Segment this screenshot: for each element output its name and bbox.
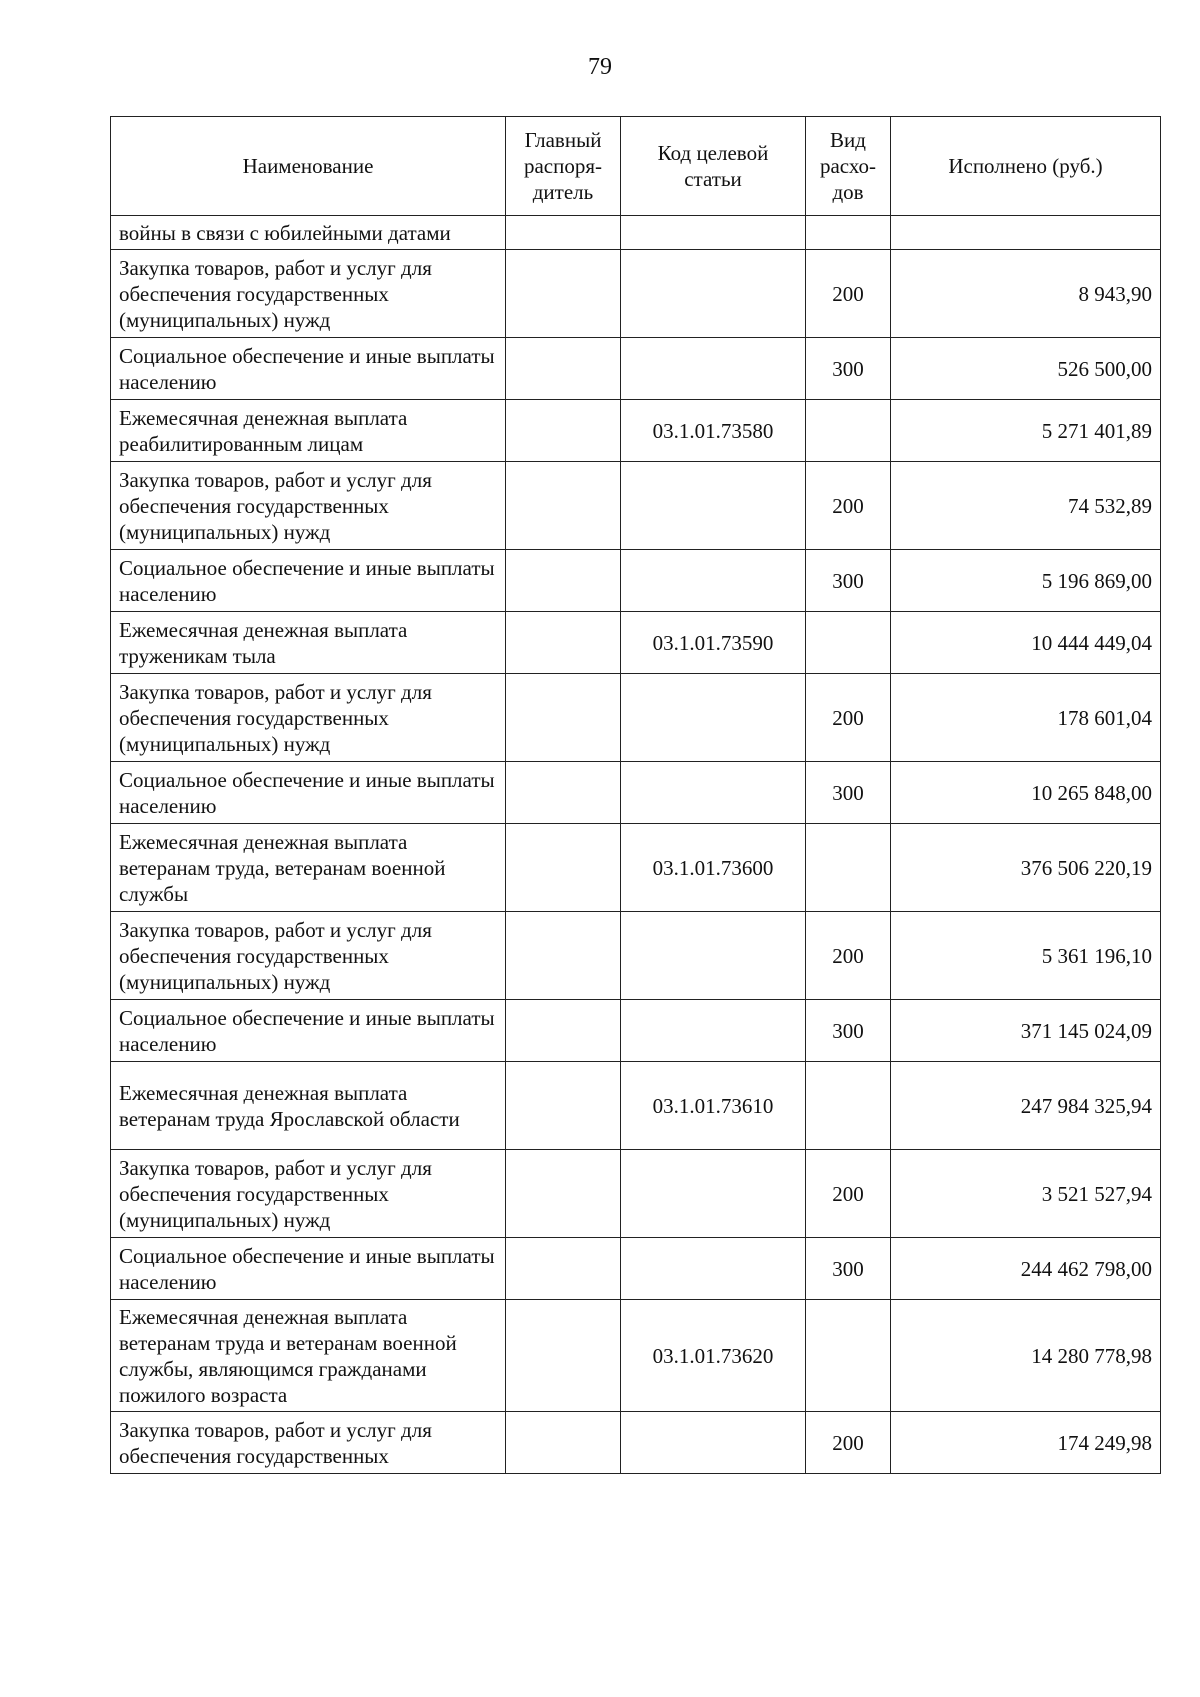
table-row bbox=[111, 1300, 1161, 1412]
cell-main-manager bbox=[506, 338, 621, 400]
cell-executed: 371 145 024,09 bbox=[891, 1000, 1161, 1062]
cell-expense-type: 300 bbox=[806, 1000, 891, 1062]
cell-target-code: 03.1.01.73620 bbox=[621, 1300, 806, 1412]
cell-name: Социальное обеспечение и иные выплаты населению bbox=[111, 762, 506, 824]
cell-name: Закупка товаров, работ и услуг для обеспечения государственных (муниципальных) нужд bbox=[111, 912, 506, 1000]
cell-target-code bbox=[621, 338, 806, 400]
table-body bbox=[111, 216, 1161, 1474]
header-name: Наименование bbox=[111, 117, 506, 216]
page-number: 79 bbox=[588, 54, 612, 80]
cell-expense-type bbox=[806, 824, 891, 912]
cell-expense-type bbox=[806, 612, 891, 674]
cell-name: Ежемесячная денежная выплата труженикам тыла bbox=[111, 612, 506, 674]
cell-main-manager bbox=[506, 1150, 621, 1238]
cell-expense-type bbox=[806, 1300, 891, 1412]
header-executed: Исполнено (руб.) bbox=[891, 117, 1161, 216]
table-row bbox=[111, 1000, 1161, 1062]
header-main-manager: Главный распоря-дитель bbox=[506, 117, 621, 216]
header-expense-type: Вид расхо-дов bbox=[806, 117, 891, 216]
cell-target-code bbox=[621, 912, 806, 1000]
cell-target-code bbox=[621, 550, 806, 612]
table-header-row bbox=[111, 117, 1161, 216]
cell-executed: 8 943,90 bbox=[891, 250, 1161, 338]
cell-executed: 526 500,00 bbox=[891, 338, 1161, 400]
cell-name: Ежемесячная денежная выплата ветеранам труда и ветеранам военной службы, являющимся гражданами пожилого возраста bbox=[111, 1300, 506, 1412]
cell-main-manager bbox=[506, 462, 621, 550]
cell-executed: 178 601,04 bbox=[891, 674, 1161, 762]
cell-expense-type: 200 bbox=[806, 912, 891, 1000]
cell-expense-type: 200 bbox=[806, 674, 891, 762]
cell-main-manager bbox=[506, 1000, 621, 1062]
cell-target-code bbox=[621, 762, 806, 824]
cell-expense-type: 200 bbox=[806, 1412, 891, 1474]
cell-main-manager bbox=[506, 1062, 621, 1150]
cell-executed: 5 196 869,00 bbox=[891, 550, 1161, 612]
cell-main-manager bbox=[506, 1238, 621, 1300]
cell-name: Социальное обеспечение и иные выплаты населению bbox=[111, 550, 506, 612]
budget-table bbox=[110, 116, 1161, 1474]
table-row bbox=[111, 462, 1161, 550]
cell-name: Социальное обеспечение и иные выплаты населению bbox=[111, 1000, 506, 1062]
cell-executed: 10 265 848,00 bbox=[891, 762, 1161, 824]
cell-main-manager bbox=[506, 250, 621, 338]
cell-name: Ежемесячная денежная выплата ветеранам труда, ветеранам военной службы bbox=[111, 824, 506, 912]
header-target-code: Код целевой статьи bbox=[621, 117, 806, 216]
cell-expense-type: 300 bbox=[806, 338, 891, 400]
table-row bbox=[111, 912, 1161, 1000]
cell-target-code bbox=[621, 674, 806, 762]
cell-executed: 376 506 220,19 bbox=[891, 824, 1161, 912]
cell-target-code bbox=[621, 462, 806, 550]
cell-expense-type bbox=[806, 1062, 891, 1150]
cell-expense-type: 200 bbox=[806, 250, 891, 338]
cell-name: Ежемесячная денежная выплата ветеранам труда Ярославской области bbox=[111, 1062, 506, 1150]
table-row bbox=[111, 674, 1161, 762]
cell-target-code bbox=[621, 216, 806, 250]
cell-executed: 247 984 325,94 bbox=[891, 1062, 1161, 1150]
cell-executed: 14 280 778,98 bbox=[891, 1300, 1161, 1412]
cell-executed: 74 532,89 bbox=[891, 462, 1161, 550]
cell-main-manager bbox=[506, 824, 621, 912]
table-row bbox=[111, 612, 1161, 674]
cell-executed: 3 521 527,94 bbox=[891, 1150, 1161, 1238]
cell-executed bbox=[891, 216, 1161, 250]
cell-name: войны в связи с юбилейными датами bbox=[111, 216, 506, 250]
cell-name: Закупка товаров, работ и услуг для обеспечения государственных (муниципальных) нужд bbox=[111, 250, 506, 338]
cell-main-manager bbox=[506, 912, 621, 1000]
cell-executed: 174 249,98 bbox=[891, 1412, 1161, 1474]
cell-name: Закупка товаров, работ и услуг для обеспечения государственных (муниципальных) нужд bbox=[111, 674, 506, 762]
cell-main-manager bbox=[506, 674, 621, 762]
table-row bbox=[111, 216, 1161, 250]
cell-target-code bbox=[621, 1238, 806, 1300]
cell-executed: 5 361 196,10 bbox=[891, 912, 1161, 1000]
cell-name: Закупка товаров, работ и услуг для обеспечения государственных (муниципальных) нужд bbox=[111, 1150, 506, 1238]
cell-name: Закупка товаров, работ и услуг для обеспечения государственных (муниципальных) нужд bbox=[111, 462, 506, 550]
cell-main-manager bbox=[506, 1300, 621, 1412]
cell-expense-type: 200 bbox=[806, 462, 891, 550]
cell-target-code: 03.1.01.73600 bbox=[621, 824, 806, 912]
cell-target-code: 03.1.01.73610 bbox=[621, 1062, 806, 1150]
cell-main-manager bbox=[506, 400, 621, 462]
cell-name: Социальное обеспечение и иные выплаты населению bbox=[111, 338, 506, 400]
cell-executed: 10 444 449,04 bbox=[891, 612, 1161, 674]
cell-target-code: 03.1.01.73580 bbox=[621, 400, 806, 462]
cell-target-code bbox=[621, 1150, 806, 1238]
cell-expense-type: 300 bbox=[806, 762, 891, 824]
cell-expense-type bbox=[806, 400, 891, 462]
table-row bbox=[111, 1238, 1161, 1300]
cell-name: Закупка товаров, работ и услуг для обеспечения государственных bbox=[111, 1412, 506, 1474]
cell-main-manager bbox=[506, 216, 621, 250]
cell-main-manager bbox=[506, 762, 621, 824]
table-row bbox=[111, 762, 1161, 824]
cell-name: Ежемесячная денежная выплата реабилитированным лицам bbox=[111, 400, 506, 462]
table-row bbox=[111, 550, 1161, 612]
cell-expense-type bbox=[806, 216, 891, 250]
cell-expense-type: 300 bbox=[806, 550, 891, 612]
cell-target-code bbox=[621, 1412, 806, 1474]
cell-name: Социальное обеспечение и иные выплаты населению bbox=[111, 1238, 506, 1300]
table-row bbox=[111, 1062, 1161, 1150]
cell-expense-type: 300 bbox=[806, 1238, 891, 1300]
cell-target-code bbox=[621, 250, 806, 338]
cell-target-code: 03.1.01.73590 bbox=[621, 612, 806, 674]
cell-executed: 5 271 401,89 bbox=[891, 400, 1161, 462]
cell-main-manager bbox=[506, 612, 621, 674]
table-row bbox=[111, 1412, 1161, 1474]
table-row bbox=[111, 400, 1161, 462]
cell-target-code bbox=[621, 1000, 806, 1062]
table-row bbox=[111, 824, 1161, 912]
cell-main-manager bbox=[506, 550, 621, 612]
cell-executed: 244 462 798,00 bbox=[891, 1238, 1161, 1300]
table-row bbox=[111, 250, 1161, 338]
cell-main-manager bbox=[506, 1412, 621, 1474]
table-row bbox=[111, 1150, 1161, 1238]
cell-expense-type: 200 bbox=[806, 1150, 891, 1238]
table-row bbox=[111, 338, 1161, 400]
